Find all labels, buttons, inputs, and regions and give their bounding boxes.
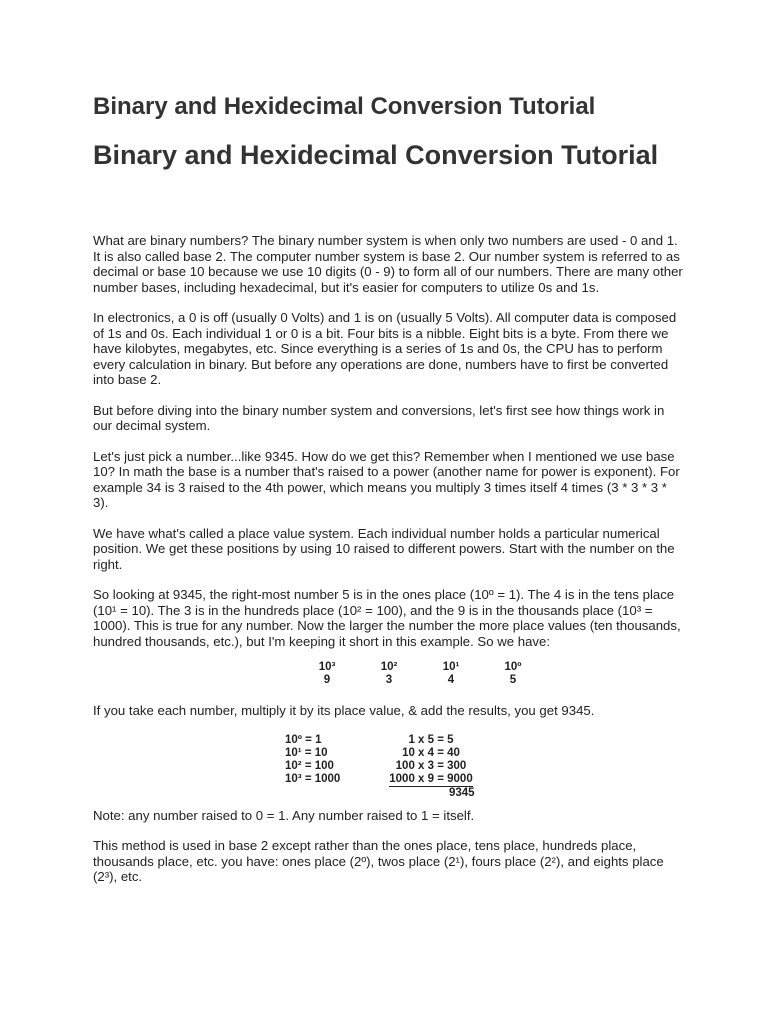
- products-column: [378, 734, 484, 787]
- sum-total: 9345: [449, 786, 475, 799]
- place-values-column: [285, 734, 340, 786]
- product-line: 100 x 3 = 300: [395, 759, 467, 772]
- product-line: 1 x 5 = 5: [408, 733, 454, 746]
- digit-cell: 9: [323, 674, 331, 686]
- power-cell: 10³: [318, 661, 336, 673]
- place-value-line: 10º = 1: [285, 733, 322, 746]
- article-title: Binary and Hexidecimal Conversion Tutorial: [93, 140, 659, 170]
- document-title: Binary and Hexidecimal Conversion Tutorial: [93, 93, 596, 120]
- calculation-block: [93, 733, 683, 799]
- power-cell: 10º: [504, 661, 522, 673]
- place-value-line: 10³ = 1000: [285, 772, 341, 785]
- paragraph-place-value: We have what's called a place value system. Each individual number holds a particular numerical position. We get these positions by using 10 raised to different powers. Start with the number on the right.: [93, 525, 675, 572]
- paragraph-multiply: If you take each number, multiply it by its place value, & add the results, you get 9345.: [93, 703, 595, 718]
- paragraph-9345-example: So looking at 9345, the right-most number 5 is in the ones place (10º = 1). The 4 is in the tens place (10¹ = 10). The 3 is in the hundreds place (10² = 100), and the 9 is in the thousands place (10³ = 1000). This is true for any number. Now the larger the number the more place values (ten thousands, hundred thousands, etc.), but I'm keeping it short in this example. So we have:: [93, 587, 681, 649]
- place-value-line: 10¹ = 10: [285, 746, 328, 759]
- place-value-table: [316, 661, 524, 687]
- power-cell: 10¹: [442, 661, 460, 673]
- place-value-powers-row: [316, 661, 524, 674]
- place-value-digits-row: [316, 674, 524, 687]
- product-line: 10 x 4 = 40: [402, 746, 460, 759]
- paragraph-electronics: In electronics, a 0 is off (usually 0 Volts) and 1 is on (usually 5 Volts). All computer data is composed of 1s and 0s. Each individual 1 or 0 is a bit. Four bits is a nibble. Eight bits is a byte. From there we have kilobytes, megabytes, etc. Since everything is a series of 1s and 0s, the CPU has to perform every calculation in binary. But before any operations are done, numbers have to first be converted into base 2.: [93, 310, 677, 387]
- paragraph-base-two: This method is used in base 2 except rather than the ones place, tens place, hundreds place, thousands place, etc. you have: ones place (2º), twos place (2¹), fours place (2²), and eights place (2³), etc.: [93, 838, 664, 884]
- digit-cell: 4: [447, 674, 455, 686]
- power-cell: 10²: [380, 661, 398, 673]
- paragraph-binary-intro: What are binary numbers? The binary number system is when only two numbers are used - 0 and 1. It is also called base 2. The computer number system is base 2. Our number system is referred to as decimal or base 10 because we use 10 digits (0 - 9) to form all of our numbers. There are many other number bases, including hexadecimal, but it's easier for computers to utilize 0s and 1s.: [93, 233, 683, 295]
- paragraph-base-ten: Let's just pick a number...like 9345. How do we get this? Remember when I mentioned we use base 10? In math the base is a number that's raised to a power (another name for power is exponent). For example 34 is 3 raised to the 4th power, which means you multiply 3 times itself 4 times (3 * 3 * 3 * 3).: [93, 448, 680, 510]
- product-line: 1000 x 9 = 9000: [389, 772, 473, 785]
- article-body: [93, 233, 683, 900]
- place-value-line: 10² = 100: [285, 759, 334, 772]
- paragraph-note: Note: any number raised to 0 = 1. Any number raised to 1 = itself.: [93, 807, 475, 823]
- digit-cell: 3: [385, 674, 393, 686]
- digit-cell: 5: [509, 674, 517, 686]
- paragraph-decimal-intro: But before diving into the binary number system and conversions, let's first see how things work in our decimal system.: [93, 402, 665, 433]
